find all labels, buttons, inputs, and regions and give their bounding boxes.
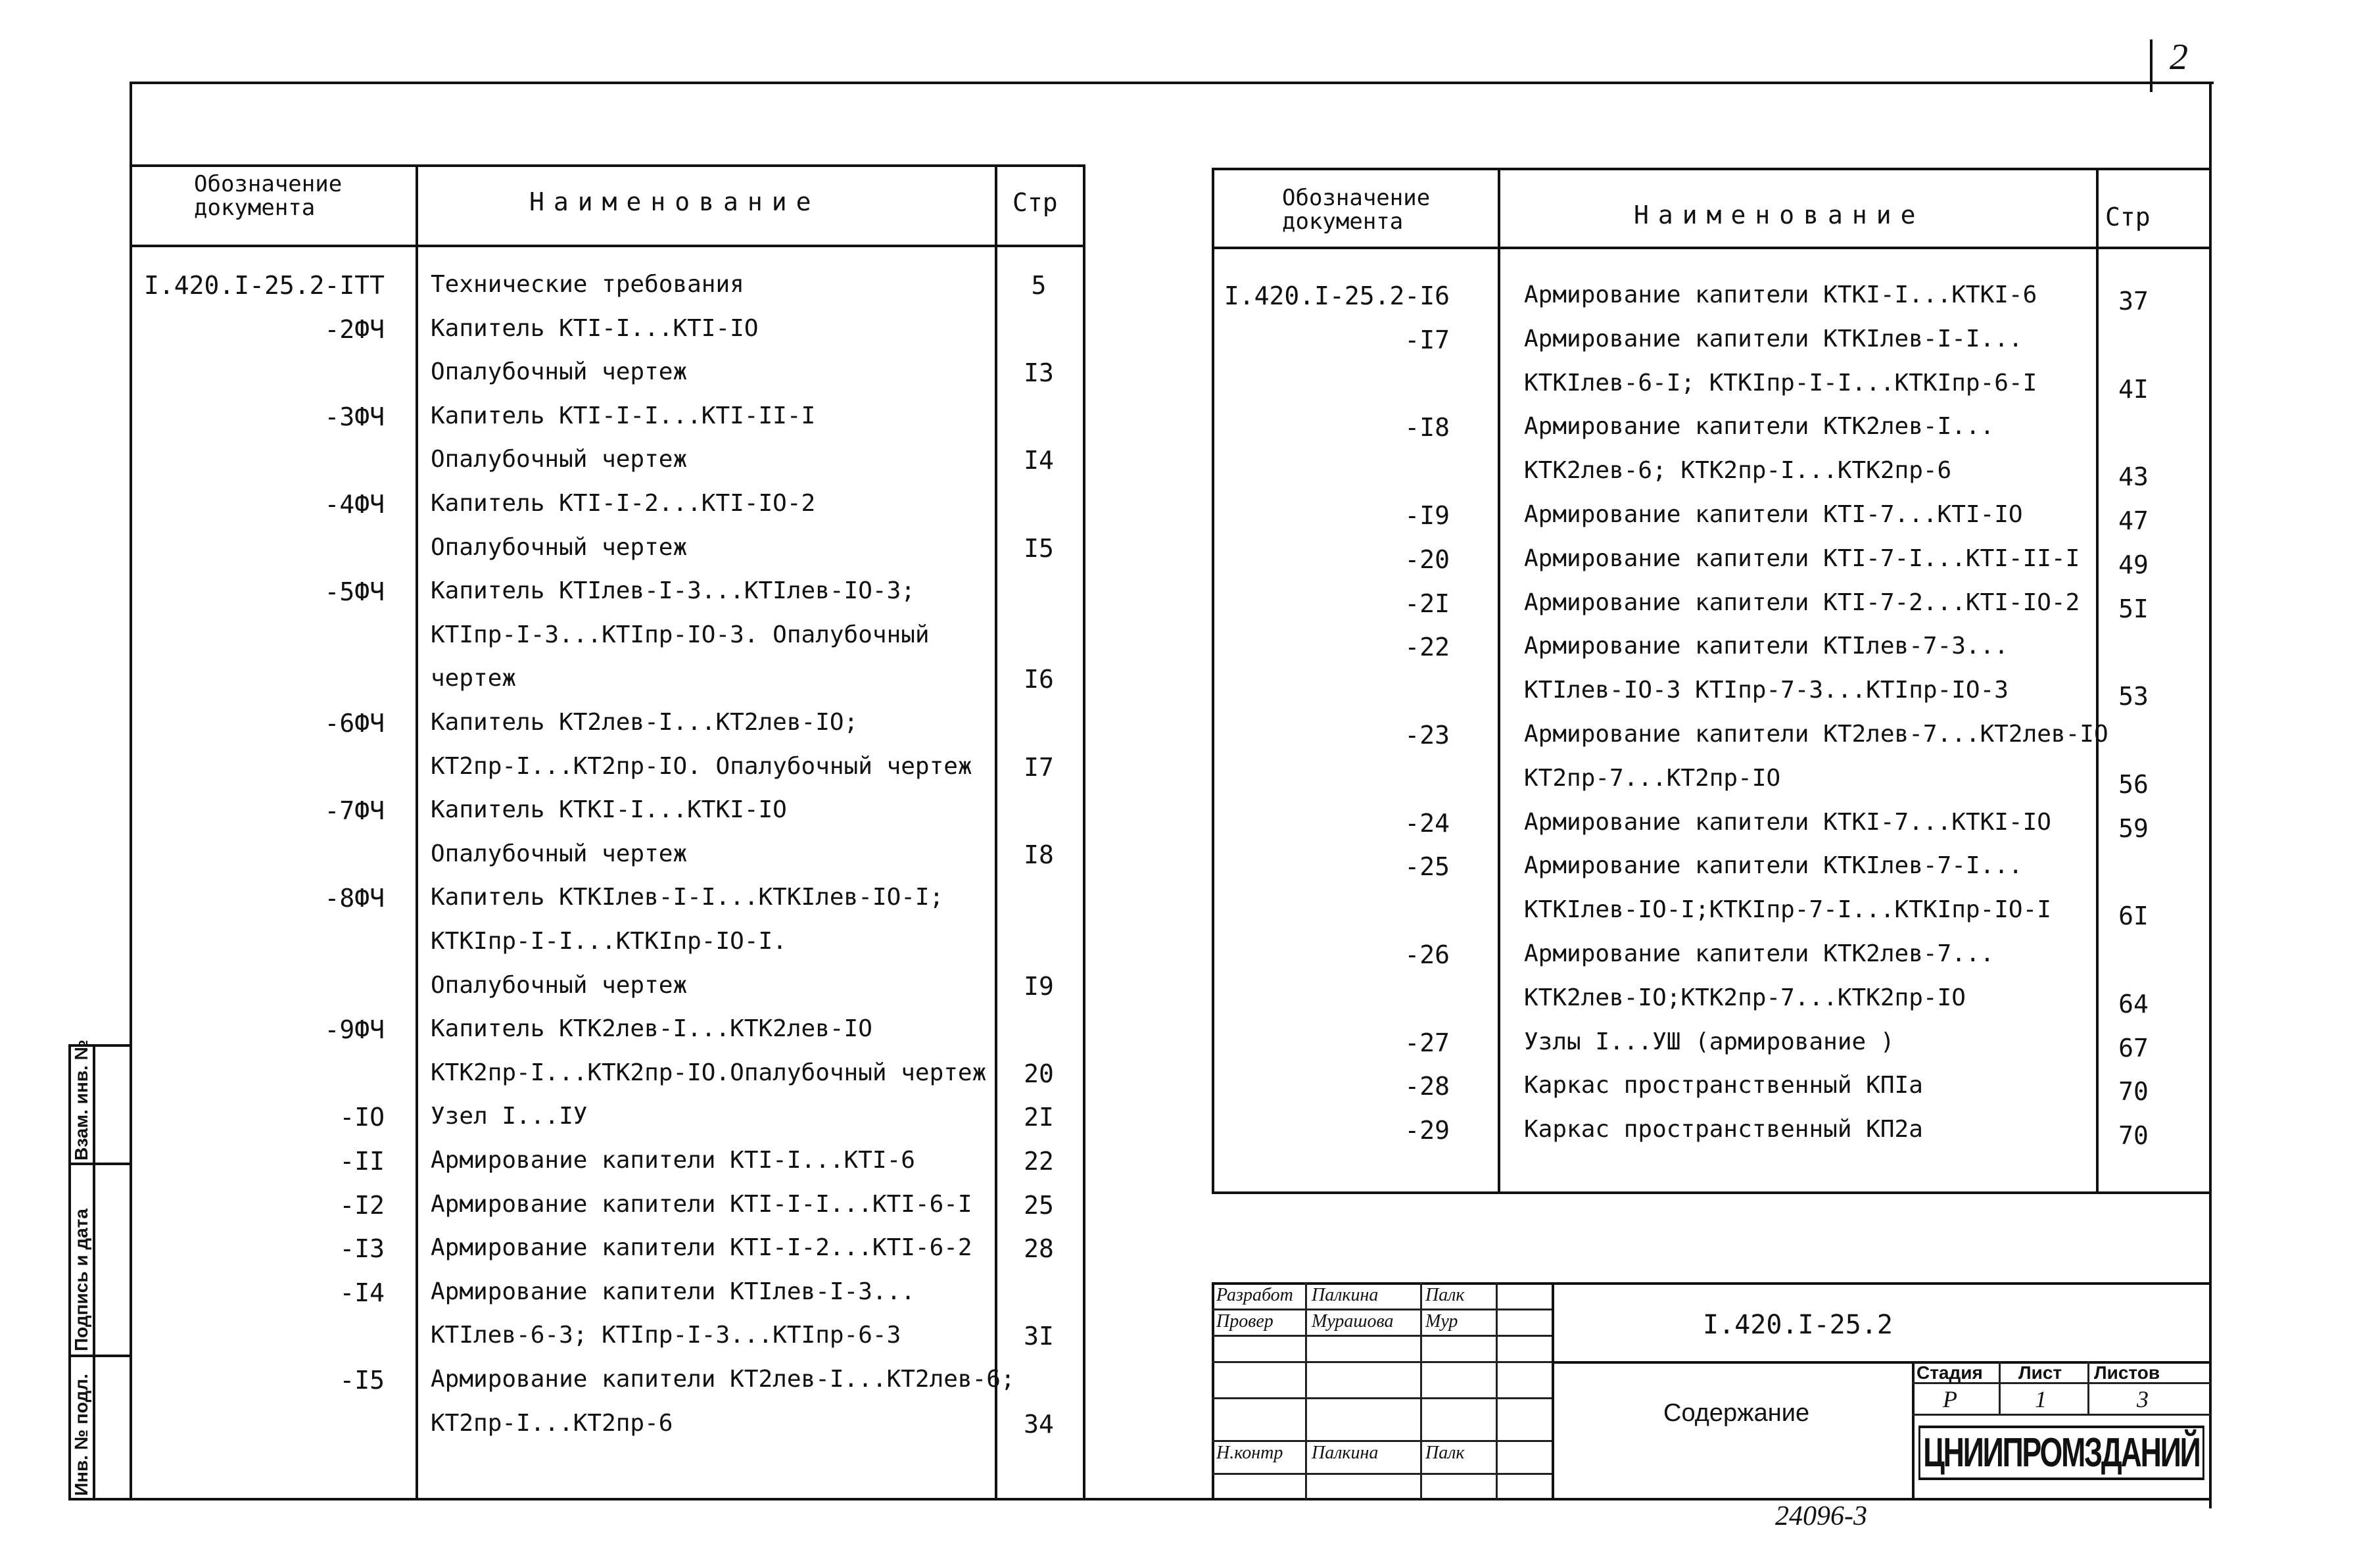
tb-stage-row-2 — [1912, 1414, 2211, 1416]
tb-name: Палкина — [1312, 1443, 1379, 1463]
left-row-code: -6ФЧ — [324, 709, 385, 738]
left-row-code: -3ФЧ — [324, 402, 385, 431]
tb-row-line — [1212, 1361, 1552, 1363]
left-row-name: чертеж — [431, 665, 517, 692]
left-header-designation: Обозначение документа — [194, 171, 343, 221]
right-row-code: -25 — [1404, 852, 1450, 881]
tb-doc-code: I.420.I-25.2 — [1703, 1310, 1893, 1340]
left-row-name: КТ2пр-I...КТ2пр-6 — [431, 1410, 673, 1437]
frame-left — [130, 82, 132, 1501]
side-stamp-div-2 — [68, 1355, 131, 1357]
right-row-name: Армирование капители КТI-7-2...КТI-IO-2 — [1524, 589, 2080, 616]
right-row-name: Армирование капители КТКI-I...КТКI-6 — [1524, 281, 2037, 308]
left-row-name: КТКIпр-I-I...КТКIпр-IO-I. — [431, 928, 787, 955]
tb-role: Разработ — [1216, 1285, 1293, 1305]
tb-name: Палкина — [1312, 1285, 1379, 1305]
right-row-code: -23 — [1404, 721, 1450, 750]
right-row-page: 67 — [2118, 1034, 2149, 1063]
tb-sheets-value: 3 — [2137, 1386, 2149, 1412]
left-row-name: Опалубочный чертеж — [431, 358, 688, 385]
left-row-name: Капитель КТКIлев-I-I...КТКIлев-IO-I; — [431, 884, 944, 911]
left-row-code: -5ФЧ — [324, 577, 385, 606]
right-row-name: Армирование капители КТКI-7...КТКI-IO — [1524, 809, 2051, 836]
left-row-code: -I5 — [339, 1366, 385, 1395]
left-row-name: КТIпр-I-3...КТIпр-IO-3. Опалубочный — [431, 621, 930, 648]
right-header-page: Стр — [2105, 203, 2151, 231]
tb-sheet-value: 1 — [2035, 1386, 2047, 1412]
tb-row-line — [1212, 1335, 1552, 1337]
right-row-page: 43 — [2118, 462, 2149, 491]
right-row-code: -I7 — [1404, 325, 1450, 354]
right-row-page: 4I — [2118, 375, 2149, 404]
left-row-name: Опалубочный чертеж — [431, 446, 688, 473]
right-row-code: -I9 — [1404, 501, 1450, 530]
tb-role: Н.контр — [1216, 1443, 1283, 1463]
right-row-page: 59 — [2118, 814, 2149, 843]
left-row-page: I3 — [1024, 358, 1054, 387]
left-row-name: Капитель КТI-I...КТI-IO — [431, 315, 759, 342]
tb-sign: Палк — [1425, 1443, 1465, 1463]
right-row-name: Армирование капители КТI-7...КТI-IO — [1524, 501, 2023, 528]
right-row-page: 5I — [2118, 594, 2149, 623]
left-row-name: Армирование капители КТIлев-I-3... — [431, 1278, 915, 1305]
right-row-name: Каркас пространственный КПIа — [1524, 1072, 1923, 1099]
right-row-name: КТК2лев-6; КТК2пр-I...КТК2пр-6 — [1524, 457, 1952, 484]
right-row-name: КТIлев-IO-3 КТIпр-7-3...КТIпр-IO-3 — [1524, 677, 2009, 704]
side-stamp-vzam: Взам. инв. № — [71, 1040, 91, 1161]
right-table-top — [1212, 168, 2211, 170]
left-row-page: 2I — [1024, 1103, 1054, 1132]
right-row-page: 56 — [2118, 770, 2149, 799]
tb-row-line — [1212, 1473, 1552, 1475]
tb-org: ЦНИИПРОМЗДАНИЙ — [1918, 1426, 2204, 1480]
left-col-divider-3 — [1083, 164, 1085, 1499]
right-col-divider-2 — [2096, 168, 2099, 1193]
left-row-page: I6 — [1024, 665, 1054, 694]
tb-row-line — [1212, 1440, 1552, 1442]
tb-sheet-label: Лист — [2018, 1362, 2062, 1383]
right-row-code: -27 — [1404, 1028, 1450, 1057]
left-col-divider-2 — [995, 164, 997, 1499]
left-row-name: Капитель КТIлев-I-3...КТIлев-IO-3; — [431, 577, 915, 604]
tb-left — [1212, 1282, 1214, 1499]
right-header-bottom — [1212, 247, 2211, 249]
side-stamp-inv-podl: Инв. № подл. — [71, 1374, 91, 1496]
right-row-name: Армирование капители КТI-7-I...КТI-II-I — [1524, 545, 2080, 572]
right-row-name: КТКIлев-IO-I;КТКIпр-7-I...КТКIпр-IO-I — [1524, 896, 2051, 923]
left-row-name: Опалубочный чертеж — [431, 972, 688, 999]
tb-stage-value: Р — [1943, 1386, 1957, 1412]
side-stamp-podpis: Подпись и дата — [71, 1209, 91, 1351]
left-row-name: КТ2пр-I...КТ2пр-IO. Опалубочный чертеж — [431, 753, 972, 780]
left-row-name: Узел I...IУ — [431, 1103, 588, 1130]
right-header-designation: Обозначение документа — [1282, 185, 1431, 235]
left-row-code: -I4 — [339, 1278, 385, 1307]
left-row-name: Капитель КТК2лев-I...КТК2лев-IO — [431, 1015, 872, 1042]
left-row-code: -2ФЧ — [324, 315, 385, 344]
left-row-page: 25 — [1024, 1191, 1054, 1220]
right-col-left — [1212, 168, 1214, 1193]
right-row-name: КТК2лев-IO;КТК2пр-7...КТК2пр-IO — [1524, 984, 1966, 1011]
right-row-page: 64 — [2118, 990, 2149, 1019]
tb-row-line — [1212, 1397, 1552, 1399]
left-row-code: -7ФЧ — [324, 796, 385, 825]
tb-sign: Палк — [1425, 1285, 1465, 1305]
right-table-bottom — [1212, 1191, 2211, 1194]
right-row-name: Армирование капители КТКIлев-7-I... — [1524, 852, 2023, 879]
left-row-name: Опалубочный чертеж — [431, 840, 688, 867]
left-header-page: Стр — [1012, 188, 1058, 217]
right-row-name: Армирование капители КТК2лев-I... — [1524, 413, 1995, 440]
tb-stage-label: Стадия — [1916, 1362, 1983, 1383]
left-row-page: 34 — [1024, 1410, 1054, 1439]
sheet-number-divider — [2150, 39, 2153, 92]
tb-stage-div-1 — [1999, 1361, 2001, 1414]
left-row-name: Технические требования — [431, 271, 744, 298]
left-row-name: Капитель КТКI-I...КТКI-IO — [431, 796, 787, 823]
frame-header-top — [130, 164, 1084, 167]
right-row-page: 47 — [2118, 506, 2149, 535]
left-row-code: -II — [339, 1147, 385, 1176]
right-col-divider-1 — [1498, 168, 1500, 1193]
tb-name-col — [1420, 1282, 1422, 1499]
frame-right — [2209, 82, 2212, 1508]
left-row-page: I4 — [1024, 446, 1054, 475]
tb-sign-col — [1496, 1282, 1498, 1499]
right-row-page: 70 — [2118, 1077, 2149, 1106]
right-row-name: Каркас пространственный КП2а — [1524, 1116, 1923, 1143]
bottom-archive-number: 24096-3 — [1775, 1501, 1867, 1527]
side-stamp-mid — [93, 1044, 95, 1501]
right-row-name: Армирование капители КТ2лев-7...КТ2лев-IO — [1524, 721, 2108, 748]
sheet-number: 2 — [2170, 37, 2188, 78]
left-row-code: -I3 — [339, 1234, 385, 1263]
right-row-name: Армирование капители КТКIлев-I-I... — [1524, 325, 2023, 352]
right-header-name: Наименование — [1634, 201, 1925, 229]
right-row-page: 49 — [2118, 550, 2149, 579]
right-row-name: КТКIлев-6-I; КТКIпр-I-I...КТКIпр-6-I — [1524, 370, 2037, 396]
right-row-code: -20 — [1404, 545, 1450, 574]
side-stamp-bottom — [68, 1498, 131, 1501]
tb-sign: Мур — [1425, 1311, 1458, 1332]
left-row-code: -8ФЧ — [324, 884, 385, 913]
right-row-code: I.420.I-25.2-I6 — [1224, 281, 1450, 310]
left-row-code: I.420.I-25.2-ITT — [143, 271, 385, 300]
right-row-code: -2I — [1404, 589, 1450, 618]
left-row-page: I9 — [1024, 972, 1054, 1001]
left-header-bottom — [130, 245, 1084, 247]
left-row-page: I5 — [1024, 534, 1054, 563]
right-row-name: КТ2пр-7...КТ2пр-IO — [1524, 765, 1781, 792]
left-row-name: КТК2пр-I...КТК2пр-IO.Опалубочный чертеж — [431, 1059, 987, 1086]
tb-role: Провер — [1216, 1311, 1273, 1332]
right-row-page: 70 — [2118, 1121, 2149, 1150]
left-row-page: 22 — [1024, 1147, 1054, 1176]
left-row-code: -I2 — [339, 1191, 385, 1220]
left-row-name: Капитель КТI-I-I...КТI-II-I — [431, 402, 816, 429]
right-row-page: 53 — [2118, 682, 2149, 711]
left-row-code: -9ФЧ — [324, 1015, 385, 1044]
left-header-name: Наименование — [529, 187, 821, 216]
tb-row-line — [1212, 1309, 1552, 1310]
left-row-page: I7 — [1024, 753, 1054, 782]
right-row-code: -28 — [1404, 1072, 1450, 1101]
left-row-name: КТIлев-6-3; КТIпр-I-3...КТIпр-6-3 — [431, 1322, 901, 1349]
left-row-page: 20 — [1024, 1059, 1054, 1088]
left-row-name: Армирование капители КТI-I-2...КТI-6-2 — [431, 1234, 972, 1261]
left-col-divider-1 — [416, 164, 418, 1499]
left-row-code: -IO — [339, 1103, 385, 1132]
right-row-code: -26 — [1404, 940, 1450, 969]
tb-name: Мурашова — [1312, 1311, 1394, 1332]
right-row-name: Армирование капители КТК2лев-7... — [1524, 940, 1995, 967]
left-row-page: 28 — [1024, 1234, 1054, 1263]
left-row-name: Капитель КТI-I-2...КТI-IO-2 — [431, 490, 816, 517]
tb-sheets-label: Листов — [2094, 1362, 2160, 1383]
left-row-page: I8 — [1024, 840, 1054, 869]
right-row-code: -I8 — [1404, 413, 1450, 442]
left-row-name: Капитель КТ2лев-I...КТ2лев-IO; — [431, 709, 859, 736]
frame-top — [130, 82, 2214, 84]
right-row-name: Армирование капители КТIлев-7-3... — [1524, 633, 2009, 660]
left-row-name: Армирование капители КТI-I...КТI-6 — [431, 1147, 915, 1174]
right-row-code: -29 — [1404, 1116, 1450, 1145]
left-row-page: 5 — [1031, 271, 1047, 300]
right-row-code: -24 — [1404, 809, 1450, 838]
tb-title: Содержание — [1663, 1399, 1810, 1427]
right-row-name: Узлы I...УШ (армирование ) — [1524, 1028, 1895, 1055]
left-row-name: Армирование капители КТ2лев-I...КТ2лев-6; — [431, 1366, 1015, 1393]
right-row-code: -22 — [1404, 633, 1450, 661]
tb-stage-div-2 — [2087, 1361, 2089, 1414]
frame-bottom — [130, 1498, 2211, 1501]
right-row-page: 37 — [2118, 287, 2149, 316]
left-row-name: Опалубочный чертеж — [431, 534, 688, 561]
left-row-code: -4ФЧ — [324, 490, 385, 519]
side-stamp-div-1 — [68, 1163, 131, 1165]
left-row-page: 3I — [1024, 1322, 1054, 1351]
right-row-page: 6I — [2118, 901, 2149, 930]
tb-role-col — [1305, 1282, 1307, 1499]
tb-div-signatures — [1552, 1282, 1554, 1499]
left-row-name: Армирование капители КТI-I-I...КТI-6-I — [431, 1191, 972, 1218]
